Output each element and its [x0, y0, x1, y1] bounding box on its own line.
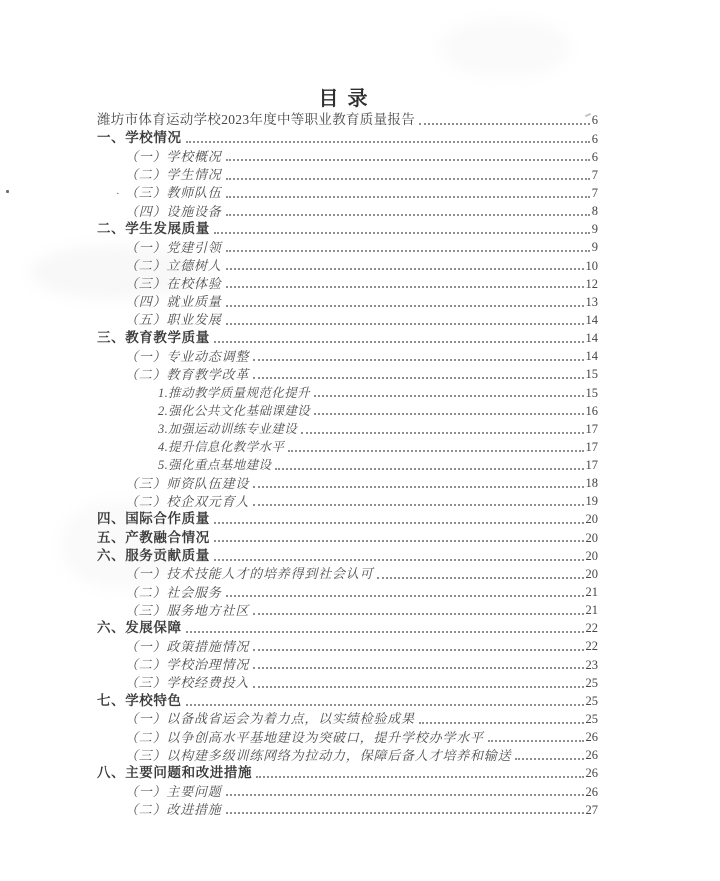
toc-entry-page: 23	[585, 657, 598, 672]
toc-entry-label: （三）师资队伍建设	[125, 475, 250, 491]
toc-entry	[97, 273, 598, 291]
toc-entry	[97, 328, 598, 346]
toc-entry-page: 26	[585, 766, 598, 781]
dot-leader	[186, 631, 584, 633]
toc-entry-page: 6	[591, 149, 598, 164]
toc-entry	[97, 691, 598, 709]
toc-entry	[97, 400, 598, 418]
dot-leader	[186, 704, 584, 706]
toc-entry	[97, 564, 598, 582]
dot-leader	[419, 123, 590, 125]
toc-entry	[97, 291, 598, 309]
dot-leader	[253, 377, 583, 379]
toc-entry-label: 潍坊市体育运动学校2023年度中等职业教育质量报告	[97, 112, 415, 128]
dot-leader	[214, 341, 584, 343]
toc-entry	[97, 237, 598, 255]
toc-entry	[97, 527, 598, 545]
toc-entry-page: 9	[591, 240, 598, 255]
toc-entry-page: 13	[585, 294, 598, 309]
toc-entry-page: 10	[585, 258, 598, 273]
toc-entry	[97, 654, 598, 672]
toc-entry-page: 17	[585, 458, 598, 473]
toc-entry-page: 12	[585, 276, 598, 291]
toc-entry-page: 20	[585, 512, 598, 527]
toc-entry-page: 26	[585, 748, 598, 763]
toc-entry-page: 15	[585, 367, 598, 382]
toc-entry	[97, 636, 598, 654]
toc-entry-label: 七、学校特色	[97, 692, 182, 708]
toc-entry-label: 六、发展保障	[97, 620, 182, 636]
toc-entry-page: 18	[585, 476, 598, 491]
dot-leader	[214, 559, 584, 561]
toc-entry-label: （一）政策措施情况	[125, 638, 250, 654]
toc-entry	[97, 183, 598, 201]
toc-entry	[97, 763, 598, 781]
dot-leader	[515, 758, 583, 760]
dot-leader	[226, 214, 590, 216]
toc-entry	[97, 418, 598, 436]
toc-entry-label: 一、学校情况	[97, 130, 182, 146]
scan-blotch	[440, 18, 570, 78]
toc-entry	[97, 110, 598, 128]
toc-entry-page: 14	[585, 349, 598, 364]
toc-entry	[97, 491, 598, 509]
toc-entry-page: 25	[585, 693, 598, 708]
toc-entry	[97, 128, 598, 146]
toc-entry	[97, 745, 598, 763]
toc-entry	[97, 672, 598, 690]
dot-leader	[226, 323, 584, 325]
toc-entry-label: （三）以构建多级训练网络为拉动力，保障后备人才培养和输送	[125, 747, 512, 763]
dot-leader	[288, 450, 583, 452]
dot-leader	[214, 540, 584, 542]
toc-entry-label: · （三）教师队伍	[116, 185, 222, 201]
toc-entry-page: 16	[585, 403, 598, 418]
toc-entry-label: （四）就业质量	[125, 294, 222, 310]
page-title: 目录	[318, 88, 377, 110]
dot-leader	[226, 595, 584, 597]
dot-leader	[253, 667, 583, 669]
dot-leader	[186, 141, 590, 143]
toc-entry-label: （三）学校经费投入	[125, 675, 250, 691]
toc-entry-page: 22	[585, 621, 598, 636]
toc-entry	[97, 582, 598, 600]
toc-entry-page: 20	[585, 530, 598, 545]
toc-entry-page: 6	[591, 131, 598, 146]
toc-entry-page: 14	[585, 312, 598, 327]
toc-entry	[97, 455, 598, 473]
dot-leader	[226, 250, 590, 252]
toc-entry-page: 21	[585, 585, 598, 600]
toc-entry-label: （三）在校体验	[125, 276, 222, 292]
toc-entry-page: 27	[585, 802, 598, 817]
toc-entry-page: 7	[591, 167, 598, 182]
dot-leader	[301, 432, 583, 434]
toc-entry-label: （四）设施设备	[125, 203, 222, 219]
toc-entry-label: 5.强化重点基地建设	[158, 458, 272, 473]
toc-entry-label: （五）职业发展	[125, 312, 222, 328]
toc-entry-page: 9	[591, 222, 598, 237]
dot-leader	[226, 196, 590, 198]
dot-leader	[275, 468, 583, 470]
dot-leader	[226, 812, 584, 814]
toc-entry-label: （二）教育教学改革	[125, 366, 250, 382]
dot-leader	[253, 613, 583, 615]
dot-leader	[214, 232, 590, 234]
toc-entry	[97, 600, 598, 618]
toc-entry-page: 25	[585, 675, 598, 690]
toc-entry-page: 21	[585, 603, 598, 618]
toc-entry-label: （二）学校治理情况	[125, 657, 250, 673]
dot-leader	[314, 395, 583, 397]
toc-entry-label: （二）以争创高水平基地建设为突破口，提升学校办学水平	[125, 729, 484, 745]
toc-entry-label: 四、国际合作质量	[97, 511, 210, 527]
toc-entry-label: （一）党建引领	[125, 239, 222, 255]
toc-entry-page: 20	[585, 548, 598, 563]
toc-entry-label: 2.强化公共文化基础课建设	[158, 403, 311, 418]
toc-entry-page: 25	[585, 712, 598, 727]
dot-leader	[419, 722, 584, 724]
toc-entry-page: 7	[591, 185, 598, 200]
toc-entry-label: 二、学生发展质量	[97, 221, 210, 237]
toc-entry	[97, 545, 598, 563]
toc-entry-label: （一）学校概况	[125, 149, 222, 165]
dot-leader	[226, 268, 584, 270]
dot-leader	[314, 413, 583, 415]
toc-entry-page: 26	[585, 784, 598, 799]
toc-entry	[97, 618, 598, 636]
toc-entry-label: 六、服务贡献质量	[97, 547, 210, 563]
toc-entry-label: （三）服务地方社区	[125, 602, 250, 618]
dot-leader	[377, 577, 583, 579]
dot-leader	[226, 305, 584, 307]
toc-entry-label: 1.推动教学质量规范化提升	[158, 385, 311, 400]
dot-leader	[226, 159, 590, 161]
dot-leader	[253, 686, 583, 688]
toc-entry	[97, 146, 598, 164]
toc-entry-label: （二）改进措施	[125, 802, 222, 818]
toc-entry	[97, 709, 598, 727]
dot-leader	[488, 740, 584, 742]
toc-entry	[97, 201, 598, 219]
toc-entry-label: （一）以备战省运会为着力点，以实绩检验成果	[125, 711, 415, 727]
scan-speck	[6, 190, 9, 193]
dot-leader	[253, 504, 583, 506]
toc-entry-label: （二）社会服务	[125, 584, 222, 600]
dot-leader	[226, 178, 590, 180]
dot-leader	[256, 776, 583, 778]
toc-entry-label: （二）学生情况	[125, 167, 222, 183]
toc-entry-page: 20	[585, 566, 598, 581]
toc-entry-label: （一）专业动态调整	[125, 348, 250, 364]
toc-entry	[97, 346, 598, 364]
toc-entry-page: 8	[591, 204, 598, 219]
stray-dot: ·	[116, 187, 121, 200]
toc-entry-label: （一）技术技能人才的培养得到社会认可	[125, 566, 374, 582]
toc-entry-label: （一）主要问题	[125, 784, 222, 800]
toc-entry-label: 八、主要问题和改进措施	[97, 765, 253, 781]
toc-entry-label: （二）校企双元育人	[125, 493, 250, 509]
toc-entry-page: 19	[585, 494, 598, 509]
toc-entry	[97, 164, 598, 182]
toc-entry-label: 三、教育教学质量	[97, 329, 210, 345]
dot-leader	[253, 486, 583, 488]
toc-entry-label: 3.加强运动训练专业建设	[158, 421, 298, 436]
toc-entry	[97, 509, 598, 527]
toc-entry	[97, 255, 598, 273]
toc-entry-page: 6	[591, 113, 598, 128]
toc-entry	[97, 473, 598, 491]
toc-entry-page: 15	[585, 385, 598, 400]
toc-entry-label: 4.提升信息化教学水平	[158, 439, 285, 454]
toc-entry	[97, 219, 598, 237]
dot-leader	[253, 649, 583, 651]
table-of-contents	[97, 110, 598, 817]
toc-entry	[97, 799, 598, 817]
toc-entry	[97, 310, 598, 328]
dot-leader	[226, 286, 584, 288]
dot-leader	[253, 359, 583, 361]
toc-entry-page: 22	[585, 639, 598, 654]
toc-entry-page: 17	[585, 439, 598, 454]
toc-entry-page: 14	[585, 331, 598, 346]
toc-entry-page: 26	[585, 730, 598, 745]
toc-entry	[97, 781, 598, 799]
toc-entry-page: 17	[585, 421, 598, 436]
toc-entry	[97, 437, 598, 455]
toc-entry	[97, 727, 598, 745]
toc-entry	[97, 382, 598, 400]
dot-leader	[214, 522, 584, 524]
toc-entry-label: 五、产教融合情况	[97, 529, 210, 545]
toc-entry-label: （二）立德树人	[125, 257, 222, 273]
toc-entry	[97, 364, 598, 382]
dot-leader	[226, 794, 584, 796]
